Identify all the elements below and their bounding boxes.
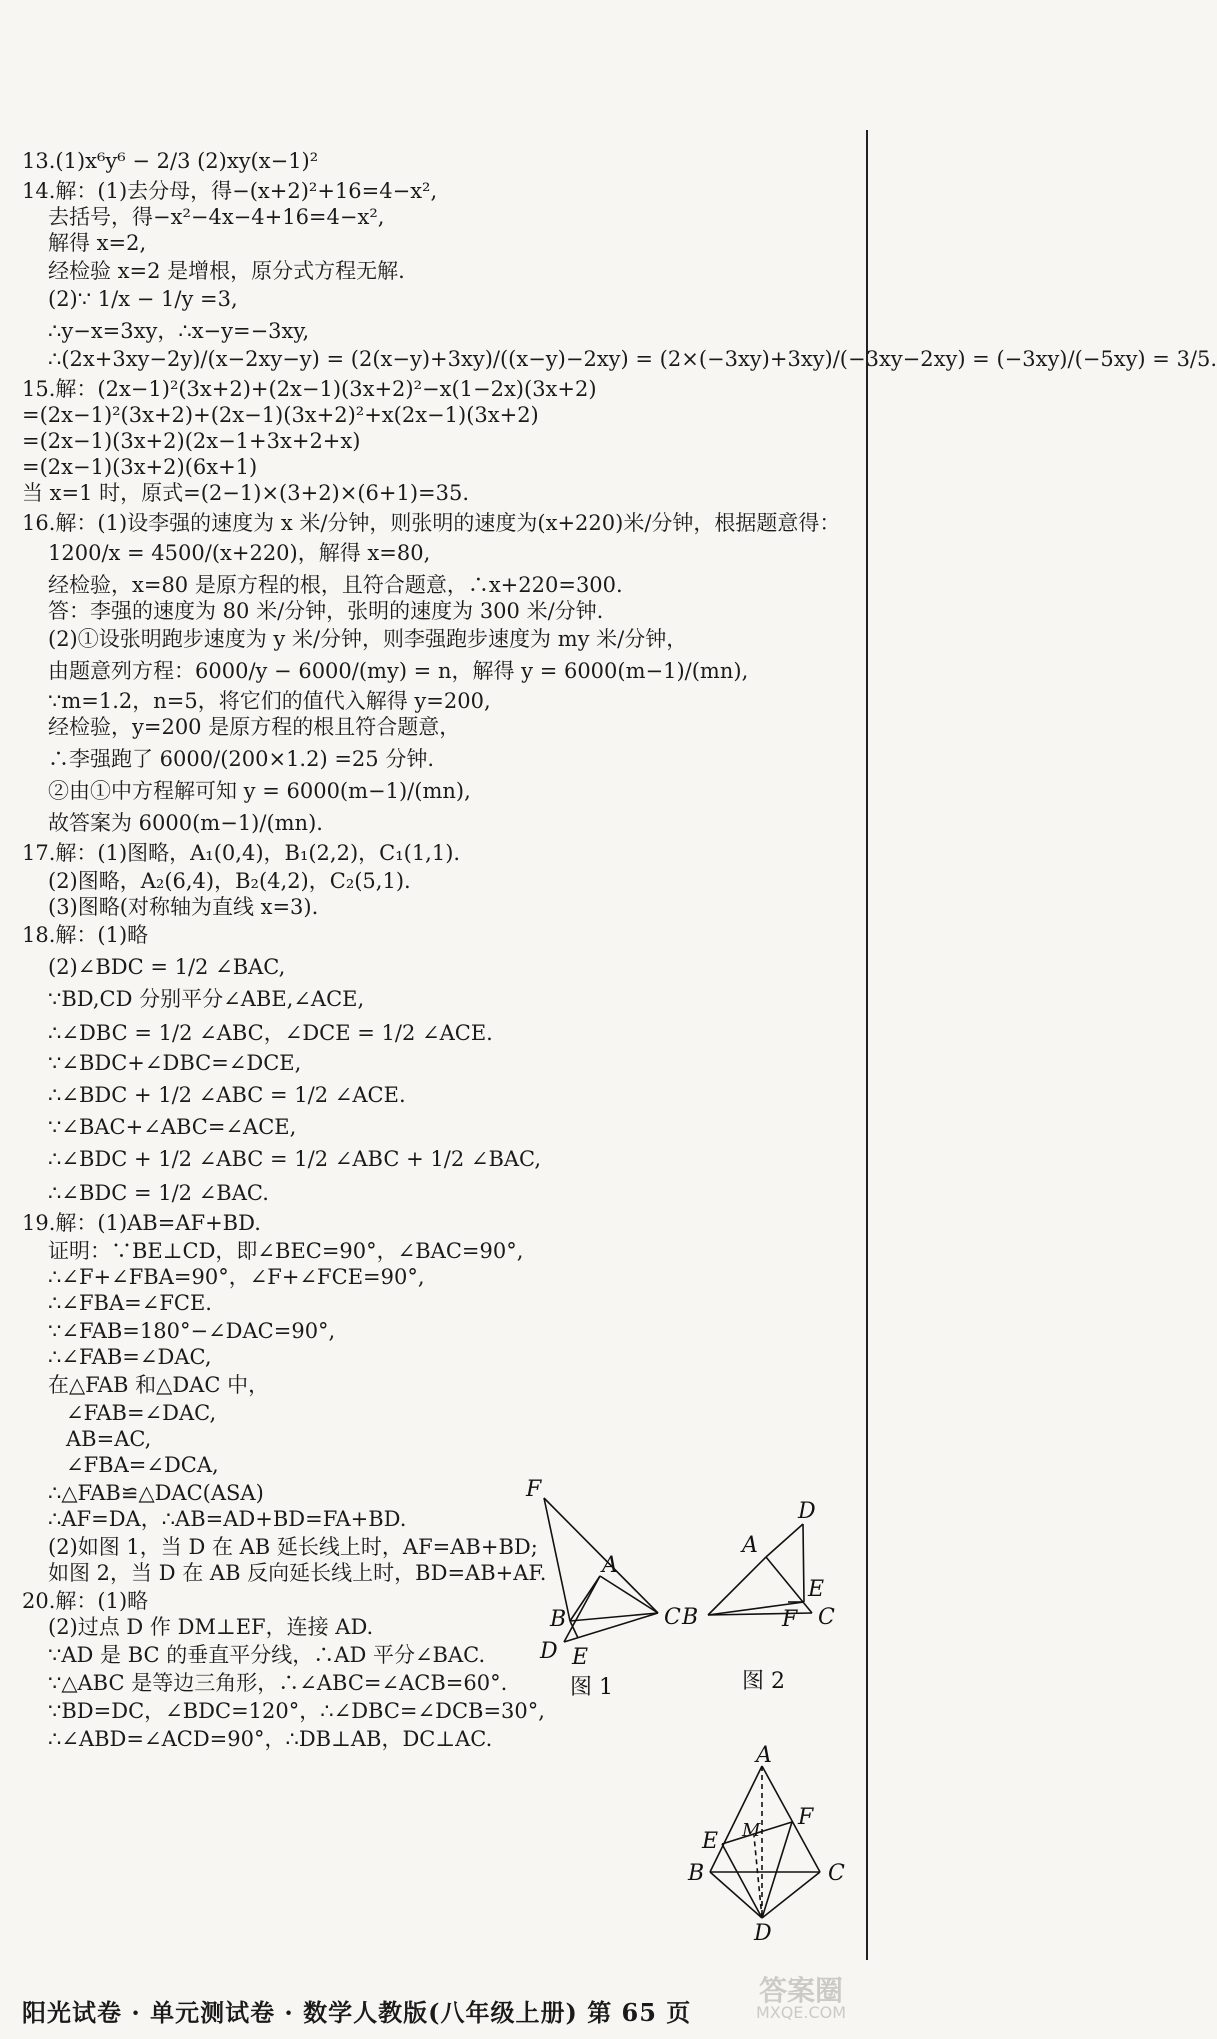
answer-line: 答：李强的速度为 80 米/分钟，张明的速度为 300 米/分钟. — [48, 599, 604, 623]
figure-2 — [680, 1500, 840, 1700]
fig3-label-M: M — [742, 1820, 761, 1841]
answer-line: 经检验，x=80 是原方程的根，且符合题意，∴x+220=300. — [48, 573, 623, 597]
fig1-label-A: A — [602, 1553, 618, 1578]
answer-line: ∵BD,CD 分别平分∠ABE,∠ACE, — [48, 987, 365, 1011]
fig2-caption: 图 2 — [742, 1669, 785, 1694]
fig3-label-D: D — [754, 1921, 772, 1946]
answer-line: 17.解：(1)图略，A₁(0,4)，B₁(2,2)，C₁(1,1). — [22, 841, 461, 865]
answer-line: ∵∠FAB=180°−∠DAC=90°, — [48, 1319, 336, 1343]
figure-3 — [680, 1743, 860, 1950]
fig3-label-C: C — [828, 1861, 845, 1886]
answer-line: 由题意列方程：6000/y − 6000/(my) = n，解得 y = 6000(m−1)/(mn), — [48, 659, 749, 683]
fig3-label-E: E — [702, 1829, 719, 1854]
fig3-label-B: B — [688, 1861, 705, 1886]
answer-line: 18.解：(1)略 — [22, 923, 149, 947]
answer-line: ∠FAB=∠DAC, — [66, 1401, 217, 1425]
answer-line: 证明：∵BE⊥CD，即∠BEC=90°，∠BAC=90°, — [48, 1239, 524, 1263]
answer-line: 在△FAB 和△DAC 中， — [48, 1373, 270, 1397]
answer-line: (2)∠BDC = 1/2 ∠BAC, — [48, 955, 286, 979]
fig2-label-E: E — [808, 1577, 825, 1602]
fig3-label-F: F — [798, 1805, 814, 1830]
answer-line: 当 x=1 时，原式=(2−1)×(3+2)×(6+1)=35. — [22, 481, 470, 505]
answer-line: ②由①中方程解可知 y = 6000(m−1)/(mn), — [48, 779, 471, 803]
fig1-caption: 图 1 — [570, 1675, 613, 1700]
answer-line: (2)如图 1，当 D 在 AB 延长线上时，AF=AB+BD; — [48, 1535, 538, 1559]
fig2-label-D: D — [798, 1499, 816, 1524]
answer-line: (2)∵ 1/x − 1/y =3, — [48, 287, 238, 311]
margin-rule — [866, 130, 868, 1960]
answer-line: ∵AD 是 BC 的垂直平分线，∴AD 平分∠BAC. — [48, 1643, 486, 1667]
answer-line: ∵△ABC 是等边三角形，∴∠ABC=∠ACB=60°. — [48, 1671, 508, 1695]
answer-line: ∴∠BDC + 1/2 ∠ABC = 1/2 ∠ACE. — [48, 1083, 406, 1107]
answer-line: ∴△FAB≌△DAC(ASA) — [48, 1481, 264, 1505]
answer-line: (2)图略，A₂(6,4)，B₂(4,2)，C₂(5,1). — [48, 869, 411, 893]
answer-line: =(2x−1)(3x+2)(2x−1+3x+2+x) — [22, 429, 361, 453]
answer-line: ∴AF=DA，∴AB=AD+BD=FA+BD. — [48, 1507, 407, 1531]
answer-line: 如图 2，当 D 在 AB 反向延长线上时，BD=AB+AF. — [48, 1561, 547, 1585]
answer-line: ∴∠DBC = 1/2 ∠ABC，∠DCE = 1/2 ∠ACE. — [48, 1021, 493, 1045]
fig1-label-F: F — [526, 1477, 542, 1502]
figure-1 — [520, 1477, 690, 1700]
fig2-label-A: A — [742, 1533, 758, 1558]
answer-line: ∴∠FAB=∠DAC, — [48, 1345, 212, 1369]
answer-line: ∴(2x+3xy−2y)/(x−2xy−y) = (2(x−y)+3xy)/((x−y)−2xy) = (2×(−3xy)+3xy)/(−3xy−2xy) = (−3xy)/(−5xy) = 3/5. — [48, 347, 1217, 371]
fig1-label-C: C — [664, 1605, 681, 1630]
answer-line: ∴y−x=3xy，∴x−y=−3xy, — [48, 319, 310, 343]
answer-line: 13.(1)x⁶y⁶ − 2/3 (2)xy(x−1)² — [22, 149, 319, 173]
answer-line: 去括号，得−x²−4x−4+16=4−x², — [48, 205, 385, 229]
answer-line: ∵∠BDC+∠DBC=∠DCE, — [48, 1051, 302, 1075]
answer-line: ∵m=1.2，n=5，将它们的值代入解得 y=200, — [48, 689, 491, 713]
answer-line: ∴∠BDC + 1/2 ∠ABC = 1/2 ∠ABC + 1/2 ∠BAC, — [48, 1147, 542, 1171]
page-footer: 阳光试卷 · 单元测试卷 · 数学人教版(八年级上册) 第 65 页 — [22, 1998, 692, 2027]
answer-line: 解得 x=2, — [48, 231, 147, 255]
fig1-label-B: B — [550, 1607, 567, 1632]
watermark-text: 答案圈 — [758, 1974, 843, 2007]
answer-line: ∴∠F+∠FBA=90°，∠F+∠FCE=90°, — [48, 1265, 425, 1289]
answer-line: (3)图略(对称轴为直线 x=3). — [48, 895, 319, 919]
answer-line: 14.解：(1)去分母，得−(x+2)²+16=4−x², — [22, 179, 438, 203]
answer-line: 故答案为 6000(m−1)/(mn). — [48, 811, 323, 835]
fig2-label-C: C — [818, 1605, 835, 1630]
answer-line: 经检验，y=200 是原方程的根且符合题意， — [48, 715, 461, 739]
answer-line: =(2x−1)²(3x+2)+(2x−1)(3x+2)²+x(2x−1)(3x+2) — [22, 403, 539, 427]
answer-line: 19.解：(1)AB=AF+BD. — [22, 1211, 261, 1235]
fig2-label-F: F — [782, 1607, 798, 1632]
answer-line: ∴∠FBA=∠FCE. — [48, 1291, 212, 1315]
answer-line: ∵∠BAC+∠ABC=∠ACE, — [48, 1115, 297, 1139]
answer-line: 经检验 x=2 是增根，原分式方程无解. — [48, 259, 405, 283]
fig1-label-D: D — [540, 1639, 558, 1664]
fig3-label-A: A — [756, 1743, 772, 1768]
answer-line: ∴李强跑了 6000/(200×1.2) =25 分钟. — [48, 747, 434, 771]
fig1-label-E: E — [572, 1645, 589, 1670]
answer-line: ∴∠BDC = 1/2 ∠BAC. — [48, 1181, 269, 1205]
answer-line: ∵BD=DC，∠BDC=120°，∴∠DBC=∠DCB=30°, — [48, 1699, 545, 1723]
answer-line: (2)过点 D 作 DM⊥EF，连接 AD. — [48, 1615, 374, 1639]
answer-line: ∴∠ABD=∠ACD=90°，∴DB⊥AB，DC⊥AC. — [48, 1727, 493, 1751]
answer-line: AB=AC, — [66, 1427, 152, 1451]
fig2-label-B: B — [682, 1605, 699, 1630]
answer-line: 1200/x = 4500/(x+220)，解得 x=80, — [48, 541, 431, 565]
answer-line: 15.解：(2x−1)²(3x+2)+(2x−1)(3x+2)²−x(1−2x)(3x+2) — [22, 377, 597, 401]
answer-line: ∠FBA=∠DCA, — [66, 1453, 219, 1477]
answer-line: (2)①设张明跑步速度为 y 米/分钟，则李强跑步速度为 my 米/分钟， — [48, 627, 688, 651]
answer-line: 16.解：(1)设李强的速度为 x 米/分钟，则张明的速度为(x+220)米/分钟，根据题意得： — [22, 511, 841, 535]
watermark-logo — [726, 1969, 876, 2029]
answer-line: =(2x−1)(3x+2)(6x+1) — [22, 455, 258, 479]
answer-line: 20.解：(1)略 — [22, 1589, 149, 1613]
watermark-sub: MXQE.COM — [755, 2003, 847, 2022]
